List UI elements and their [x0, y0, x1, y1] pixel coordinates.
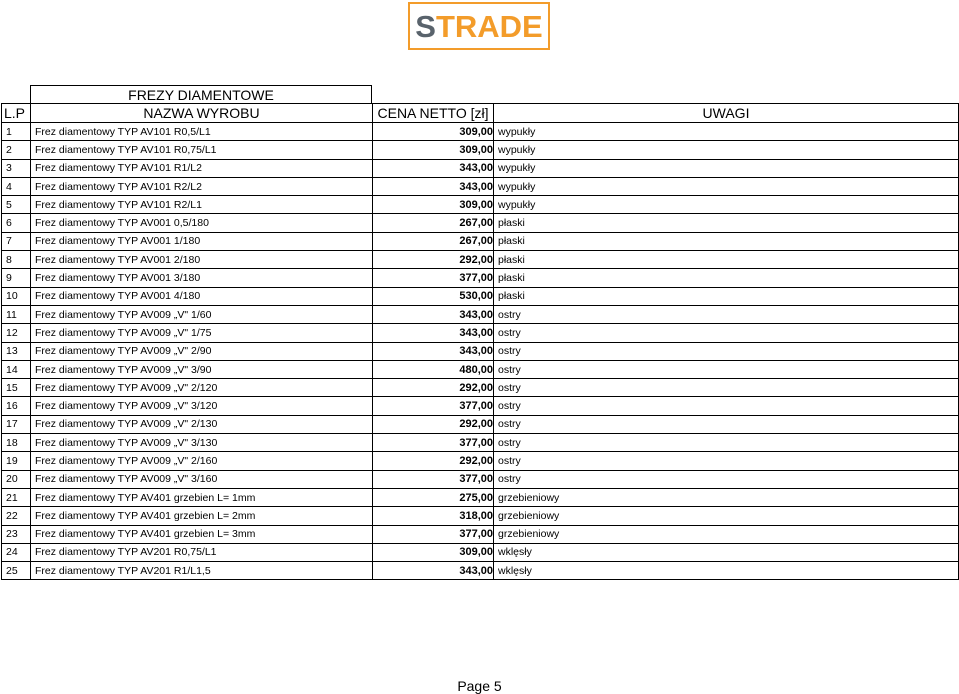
row-lp: 20	[2, 470, 31, 488]
row-note: płaski	[494, 287, 959, 305]
logo-wordmark: STRADE	[415, 8, 543, 44]
row-product-name: Frez diamentowy TYP AV101 R2/L1	[31, 196, 373, 214]
page-number: Page 5	[457, 678, 502, 694]
row-product-name: Frez diamentowy TYP AV009 „V" 1/75	[31, 324, 373, 342]
row-product-name: Frez diamentowy TYP AV201 R1/L1,5	[31, 562, 373, 580]
row-lp: 6	[2, 214, 31, 232]
row-note: ostry	[494, 452, 959, 470]
row-price: 343,00	[373, 342, 494, 360]
header-notes: UWAGI	[494, 104, 959, 123]
row-note: ostry	[494, 324, 959, 342]
row-lp: 18	[2, 434, 31, 452]
row-note: wypukły	[494, 159, 959, 177]
row-product-name: Frez diamentowy TYP AV009 „V" 3/90	[31, 360, 373, 378]
row-price: 377,00	[373, 470, 494, 488]
row-lp: 8	[2, 251, 31, 269]
row-note: płaski	[494, 251, 959, 269]
row-product-name: Frez diamentowy TYP AV001 4/180	[31, 287, 373, 305]
header-price: CENA NETTO [zł]	[373, 104, 494, 123]
row-price: 377,00	[373, 525, 494, 543]
row-product-name: Frez diamentowy TYP AV001 2/180	[31, 251, 373, 269]
row-price: 377,00	[373, 434, 494, 452]
row-product-name: Frez diamentowy TYP AV009 „V" 3/160	[31, 470, 373, 488]
row-price: 343,00	[373, 562, 494, 580]
row-price: 530,00	[373, 287, 494, 305]
row-price: 309,00	[373, 196, 494, 214]
row-product-name: Frez diamentowy TYP AV009 „V" 3/130	[31, 434, 373, 452]
table-row	[2, 196, 959, 214]
table-row	[2, 214, 959, 232]
header-row	[2, 104, 959, 123]
row-product-name: Frez diamentowy TYP AV001 0,5/180	[31, 214, 373, 232]
row-product-name: Frez diamentowy TYP AV401 grzebien L= 1mm	[31, 488, 373, 506]
table-title: FREZY DIAMENTOWE	[30, 85, 372, 104]
row-price: 309,00	[373, 141, 494, 159]
table-body	[2, 123, 959, 580]
table-row	[2, 177, 959, 195]
table-row	[2, 305, 959, 323]
row-note: ostry	[494, 470, 959, 488]
row-price: 343,00	[373, 305, 494, 323]
table-row	[2, 159, 959, 177]
row-product-name: Frez diamentowy TYP AV401 grzebien L= 2mm	[31, 507, 373, 525]
row-product-name: Frez diamentowy TYP AV009 „V" 1/60	[31, 305, 373, 323]
table-row	[2, 562, 959, 580]
row-product-name: Frez diamentowy TYP AV101 R2/L2	[31, 177, 373, 195]
row-lp: 13	[2, 342, 31, 360]
row-note: ostry	[494, 434, 959, 452]
row-note: płaski	[494, 269, 959, 287]
header-lp: L.P	[2, 104, 31, 123]
row-product-name: Frez diamentowy TYP AV009 „V" 3/120	[31, 397, 373, 415]
row-note: ostry	[494, 397, 959, 415]
row-note: ostry	[494, 342, 959, 360]
table-row	[2, 434, 959, 452]
row-note: grzebieniowy	[494, 488, 959, 506]
table-row	[2, 251, 959, 269]
table-row	[2, 379, 959, 397]
row-note: grzebieniowy	[494, 507, 959, 525]
row-note: płaski	[494, 214, 959, 232]
row-lp: 17	[2, 415, 31, 433]
row-note: ostry	[494, 379, 959, 397]
table-row	[2, 507, 959, 525]
table-row	[2, 141, 959, 159]
row-product-name: Frez diamentowy TYP AV101 R0,5/L1	[31, 123, 373, 141]
table-row	[2, 488, 959, 506]
row-product-name: Frez diamentowy TYP AV009 „V" 2/160	[31, 452, 373, 470]
row-note: wypukły	[494, 123, 959, 141]
table-row	[2, 324, 959, 342]
table-row	[2, 342, 959, 360]
row-price: 275,00	[373, 488, 494, 506]
row-price: 343,00	[373, 177, 494, 195]
row-lp: 3	[2, 159, 31, 177]
row-note: wypukły	[494, 177, 959, 195]
row-lp: 4	[2, 177, 31, 195]
strade-logo	[408, 2, 550, 50]
row-price: 292,00	[373, 379, 494, 397]
row-note: grzebieniowy	[494, 525, 959, 543]
row-price: 267,00	[373, 214, 494, 232]
table-row	[2, 397, 959, 415]
row-product-name: Frez diamentowy TYP AV201 R0,75/L1	[31, 543, 373, 561]
row-product-name: Frez diamentowy TYP AV001 1/180	[31, 232, 373, 250]
row-price: 292,00	[373, 251, 494, 269]
row-note: wypukły	[494, 141, 959, 159]
row-product-name: Frez diamentowy TYP AV001 3/180	[31, 269, 373, 287]
row-lp: 22	[2, 507, 31, 525]
table-row	[2, 287, 959, 305]
row-lp: 5	[2, 196, 31, 214]
table-row	[2, 470, 959, 488]
row-product-name: Frez diamentowy TYP AV101 R1/L2	[31, 159, 373, 177]
row-price: 309,00	[373, 543, 494, 561]
row-lp: 11	[2, 305, 31, 323]
row-price: 480,00	[373, 360, 494, 378]
row-lp: 24	[2, 543, 31, 561]
row-note: wklęsły	[494, 543, 959, 561]
row-product-name: Frez diamentowy TYP AV009 „V" 2/130	[31, 415, 373, 433]
row-lp: 7	[2, 232, 31, 250]
table-row	[2, 360, 959, 378]
table-row	[2, 269, 959, 287]
row-product-name: Frez diamentowy TYP AV101 R0,75/L1	[31, 141, 373, 159]
row-note: ostry	[494, 415, 959, 433]
row-lp: 2	[2, 141, 31, 159]
row-price: 267,00	[373, 232, 494, 250]
table-row	[2, 525, 959, 543]
row-note: ostry	[494, 360, 959, 378]
row-price: 343,00	[373, 324, 494, 342]
row-price: 377,00	[373, 269, 494, 287]
row-note: ostry	[494, 305, 959, 323]
row-price: 309,00	[373, 123, 494, 141]
row-lp: 21	[2, 488, 31, 506]
row-note: wypukły	[494, 196, 959, 214]
price-table	[1, 103, 959, 580]
table-row	[2, 123, 959, 141]
row-product-name: Frez diamentowy TYP AV009 „V" 2/90	[31, 342, 373, 360]
row-note: wklęsły	[494, 562, 959, 580]
row-lp: 10	[2, 287, 31, 305]
row-lp: 1	[2, 123, 31, 141]
row-lp: 14	[2, 360, 31, 378]
row-price: 292,00	[373, 452, 494, 470]
row-price: 377,00	[373, 397, 494, 415]
table-row	[2, 232, 959, 250]
table-row	[2, 452, 959, 470]
table-row	[2, 543, 959, 561]
row-lp: 19	[2, 452, 31, 470]
row-lp: 23	[2, 525, 31, 543]
row-price: 292,00	[373, 415, 494, 433]
table-row	[2, 415, 959, 433]
row-lp: 25	[2, 562, 31, 580]
row-product-name: Frez diamentowy TYP AV401 grzebien L= 3mm	[31, 525, 373, 543]
row-note: płaski	[494, 232, 959, 250]
header-name: NAZWA WYROBU	[31, 104, 373, 123]
row-product-name: Frez diamentowy TYP AV009 „V" 2/120	[31, 379, 373, 397]
row-lp: 16	[2, 397, 31, 415]
row-lp: 9	[2, 269, 31, 287]
row-lp: 12	[2, 324, 31, 342]
row-price: 318,00	[373, 507, 494, 525]
row-lp: 15	[2, 379, 31, 397]
row-price: 343,00	[373, 159, 494, 177]
